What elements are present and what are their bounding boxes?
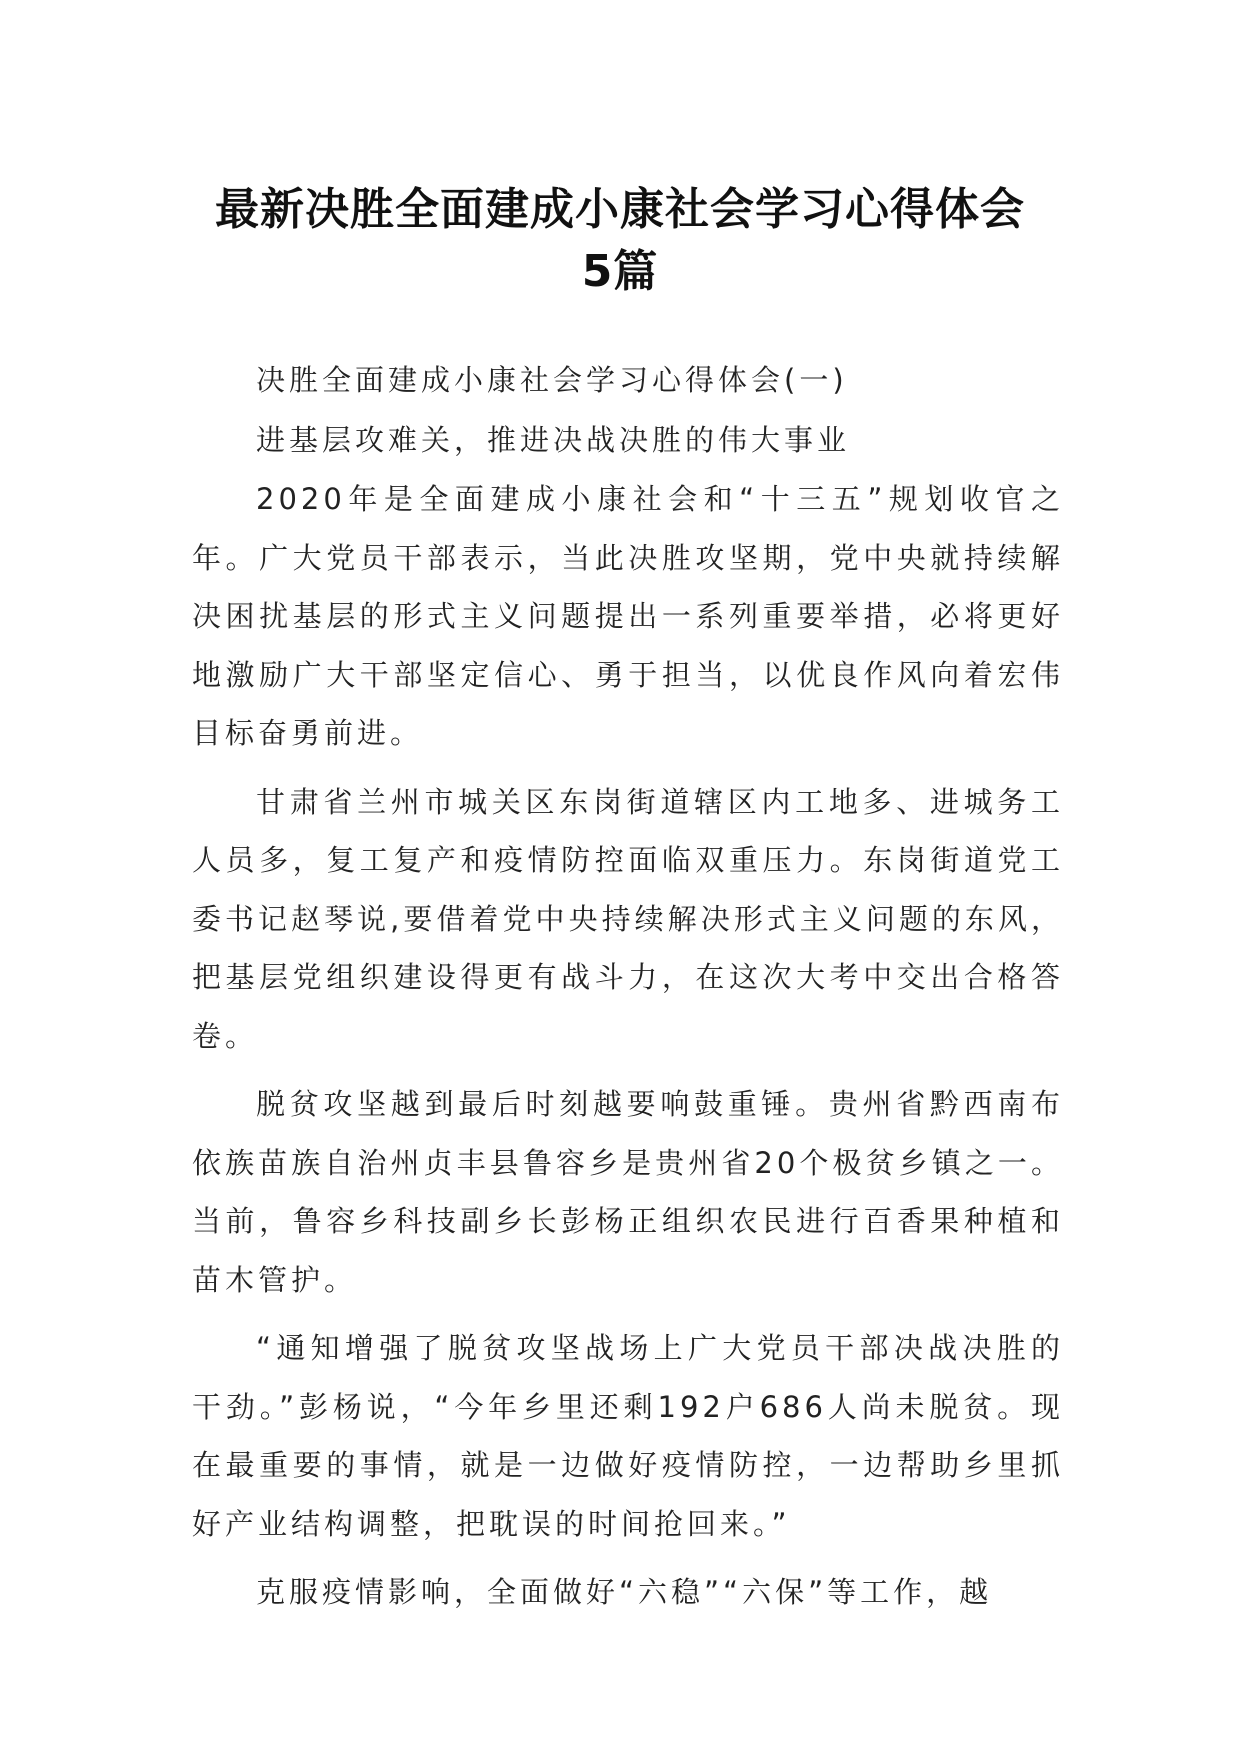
paragraph-2: 甘肃省兰州市城关区东岗街道辖区内工地多、进城务工人员多，复工复产和疫情防控面临双重压力。东岗街道党工委书记赵琴说,要借着党中央持续解决形式主义问题的东风，把基层党组织建设得更有战斗力，在这次大考中交出合格答卷。 bbox=[192, 784, 1064, 1053]
paragraph-5: 克服疫情影响，全面做好“六稳”“六保”等工作，越 bbox=[256, 1575, 993, 1609]
paragraph-4: “通知增强了脱贫攻坚战场上广大党员干部决战决胜的干劲。”彭杨说，“今年乡里还剩192户686人尚未脱贫。现在最重要的事情，就是一边做好疫情防控，一边帮助乡里抓好产业结构调整，把耽误的时间抢回来。” bbox=[192, 1331, 1064, 1541]
paragraph-3: 脱贫攻坚越到最后时刻越要响鼓重锤。贵州省黔西南布依族苗族自治州贞丰县鲁容乡是贵州省20个极贫乡镇之一。当前，鲁容乡科技副乡长彭杨正组织农民进行百香果种植和苗木管护。 bbox=[192, 1087, 1064, 1297]
title-line-2: 5篇 bbox=[581, 246, 659, 298]
paragraph-1: 2020年是全面建成小康社会和“十三五”规划收官之年。广大党员干部表示，当此决胜攻坚期，党中央就持续解决困扰基层的形式主义问题提出一系列重要举措，必将更好地激励广大干部坚定信心、勇于担当，以优良作风向着宏伟目标奋勇前进。 bbox=[192, 482, 1064, 750]
document-body bbox=[192, 350, 1064, 1632]
document-title bbox=[150, 179, 1090, 303]
section-heading: 决胜全面建成小康社会学习心得体会(一) bbox=[256, 363, 848, 397]
section-subheading: 进基层攻难关，推进决战决胜的伟大事业 bbox=[256, 423, 851, 457]
title-line-1: 最新决胜全面建成小康社会学习心得体会 bbox=[215, 184, 1025, 236]
